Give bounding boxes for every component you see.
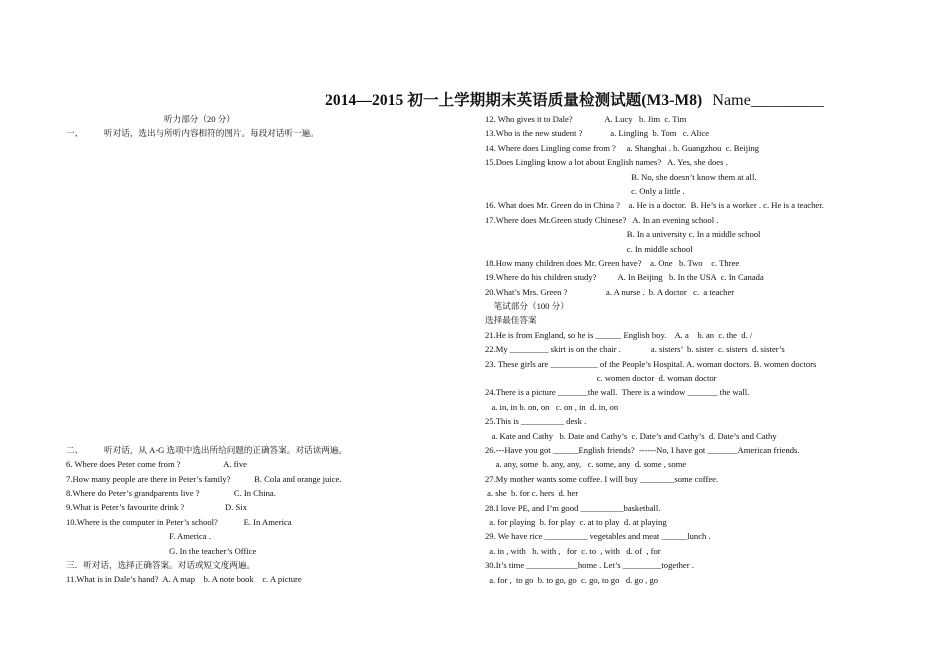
section-1-instruction xyxy=(66,126,466,140)
question-22: 22.My _________ skirt is on the chair . a. sisters’ b. sister c. sisters d. sister’s xyxy=(485,344,785,355)
question-30-options: a. for , to go b. to go, go c. go, to go d. go , go xyxy=(485,574,659,585)
question-13: 13.Who is the new student ? a. Lingling b. Tom c. Alice xyxy=(485,128,710,139)
picture-area xyxy=(66,141,466,443)
question-10: 10.Where is the computer in Peter’s school? E. In America xyxy=(66,516,292,527)
question-14: 14. Where does Lingling come from ? a. Shanghai . b. Guangzhou c. Beijing xyxy=(485,142,760,153)
right-column xyxy=(485,112,925,587)
listening-heading: 听力部分（20 分） xyxy=(164,114,235,124)
question-29-options: a. in , with b. with , for c. to , with d. of , for xyxy=(485,545,661,556)
question-19: 19.Where do his children study? A. In Beijing b. In the USA c. In Canada xyxy=(485,272,764,283)
option-f: F. America . xyxy=(66,531,211,542)
question-11: 11.What is in Dale’s hand? A. A map b. A note book c. A picture xyxy=(66,574,302,585)
question-16: 16. What does Mr. Green do in China ? a. He is a doctor. B. He’s is a worker . c. He is a teacher. xyxy=(485,200,824,211)
question-28-options: a. for playing b. for play c. at to play d. at playing xyxy=(485,516,667,527)
question-20: 20.What’s Mrs. Green ? a. A nurse . b. A doctor c. a teacher xyxy=(485,286,735,297)
question-26-options: a. any, some b. any, any, c. some, any d. some , some xyxy=(485,459,687,470)
section-2-instruction xyxy=(66,443,466,457)
section-2-number: 二、 xyxy=(66,444,84,455)
question-29: 29. We have rice __________ vegetables and meat ______lunch . xyxy=(485,531,711,542)
question-7: 7.How many people are there in Peter’s family? B. Cola and orange juice. xyxy=(66,473,342,484)
name-blank: _________ xyxy=(750,92,824,109)
question-17-option-b: B. In a university c. In a middle school xyxy=(485,229,761,240)
title-text: 2014—2015 初一上学期期末英语质量检测试题(M3-M8) xyxy=(325,92,703,109)
question-21: 21.He is from England, so he is ______ English boy. A. a b. an c. the d. / xyxy=(485,329,753,340)
question-18: 18.How many children does Mr. Green have? a. One b. Two c. Three xyxy=(485,257,740,268)
question-23: 23. These girls are ___________ of the People’s Hospital. A. woman doctors. B. women doctors xyxy=(485,358,817,369)
section-3-instruction: 三．听对话，选择正确答案。对话或短文度两遍。 xyxy=(66,559,256,570)
question-26: 26.---Have you got ______English friends? ------No, I have got _______American friends. xyxy=(485,444,800,455)
question-15-option-c: c. Only a little . xyxy=(485,185,685,196)
section-2-text: 听对话，从 A-G 选项中选出所给问题的正确答案。对话读两遍。 xyxy=(104,444,348,455)
question-27: 27.My mother wants some coffee. I will buy ________some coffee. xyxy=(485,473,719,484)
question-15-option-b: B. No, she doesn’t know them at all. xyxy=(485,171,757,182)
question-27-options: a. she b. for c. hers d. her xyxy=(485,488,579,499)
question-25: 25.This is __________ desk . xyxy=(485,416,587,427)
written-heading: 笔试部分（100 分） xyxy=(485,301,569,312)
question-23-options: c. women doctor d. woman doctor xyxy=(485,373,717,384)
section-1-text: 听对话，选出与所听内容相符的图片。每段对话听一遍。 xyxy=(104,128,319,139)
question-17: 17.Where does Mr.Green study Chinese? A. In an evening school . xyxy=(485,214,719,225)
question-25-options: a. Kate and Cathy b. Date and Cathy’s c. Date’s and Cathy’s d. Date’s and Cathy xyxy=(485,430,777,441)
question-8: 8.Where do Peter’s grandparents live ? C. In China. xyxy=(66,487,276,498)
question-12: 12. Who gives it to Dale? A. Lucy b. Jim c. Tim xyxy=(485,114,687,124)
name-label: Name xyxy=(712,92,751,109)
choose-heading: 选择最佳答案 xyxy=(485,315,537,326)
question-30: 30.It’s time ____________home . Let’s _________together . xyxy=(485,560,694,571)
question-28: 28.I love PE, and I’m good __________basketball. xyxy=(485,502,661,513)
question-24: 24.There is a picture _______the wall. There is a window _______ the wall. xyxy=(485,387,750,398)
question-17-option-c: c. In middle school xyxy=(485,243,693,254)
question-24-options: a. in, in b. on, on c. on , in d. in, on xyxy=(485,401,619,412)
question-9: 9.What is Peter’s favourite drink ? D. Six xyxy=(66,502,247,513)
option-g: G. In the teacher’s Office xyxy=(66,545,257,556)
exam-title xyxy=(325,88,824,110)
question-6: 6. Where does Peter come from ? A. five xyxy=(66,459,247,470)
question-15: 15.Does Lingling know a lot about English names? A. Yes, she does . xyxy=(485,157,728,168)
left-column xyxy=(66,112,466,587)
section-1-number: 一、 xyxy=(66,128,84,139)
